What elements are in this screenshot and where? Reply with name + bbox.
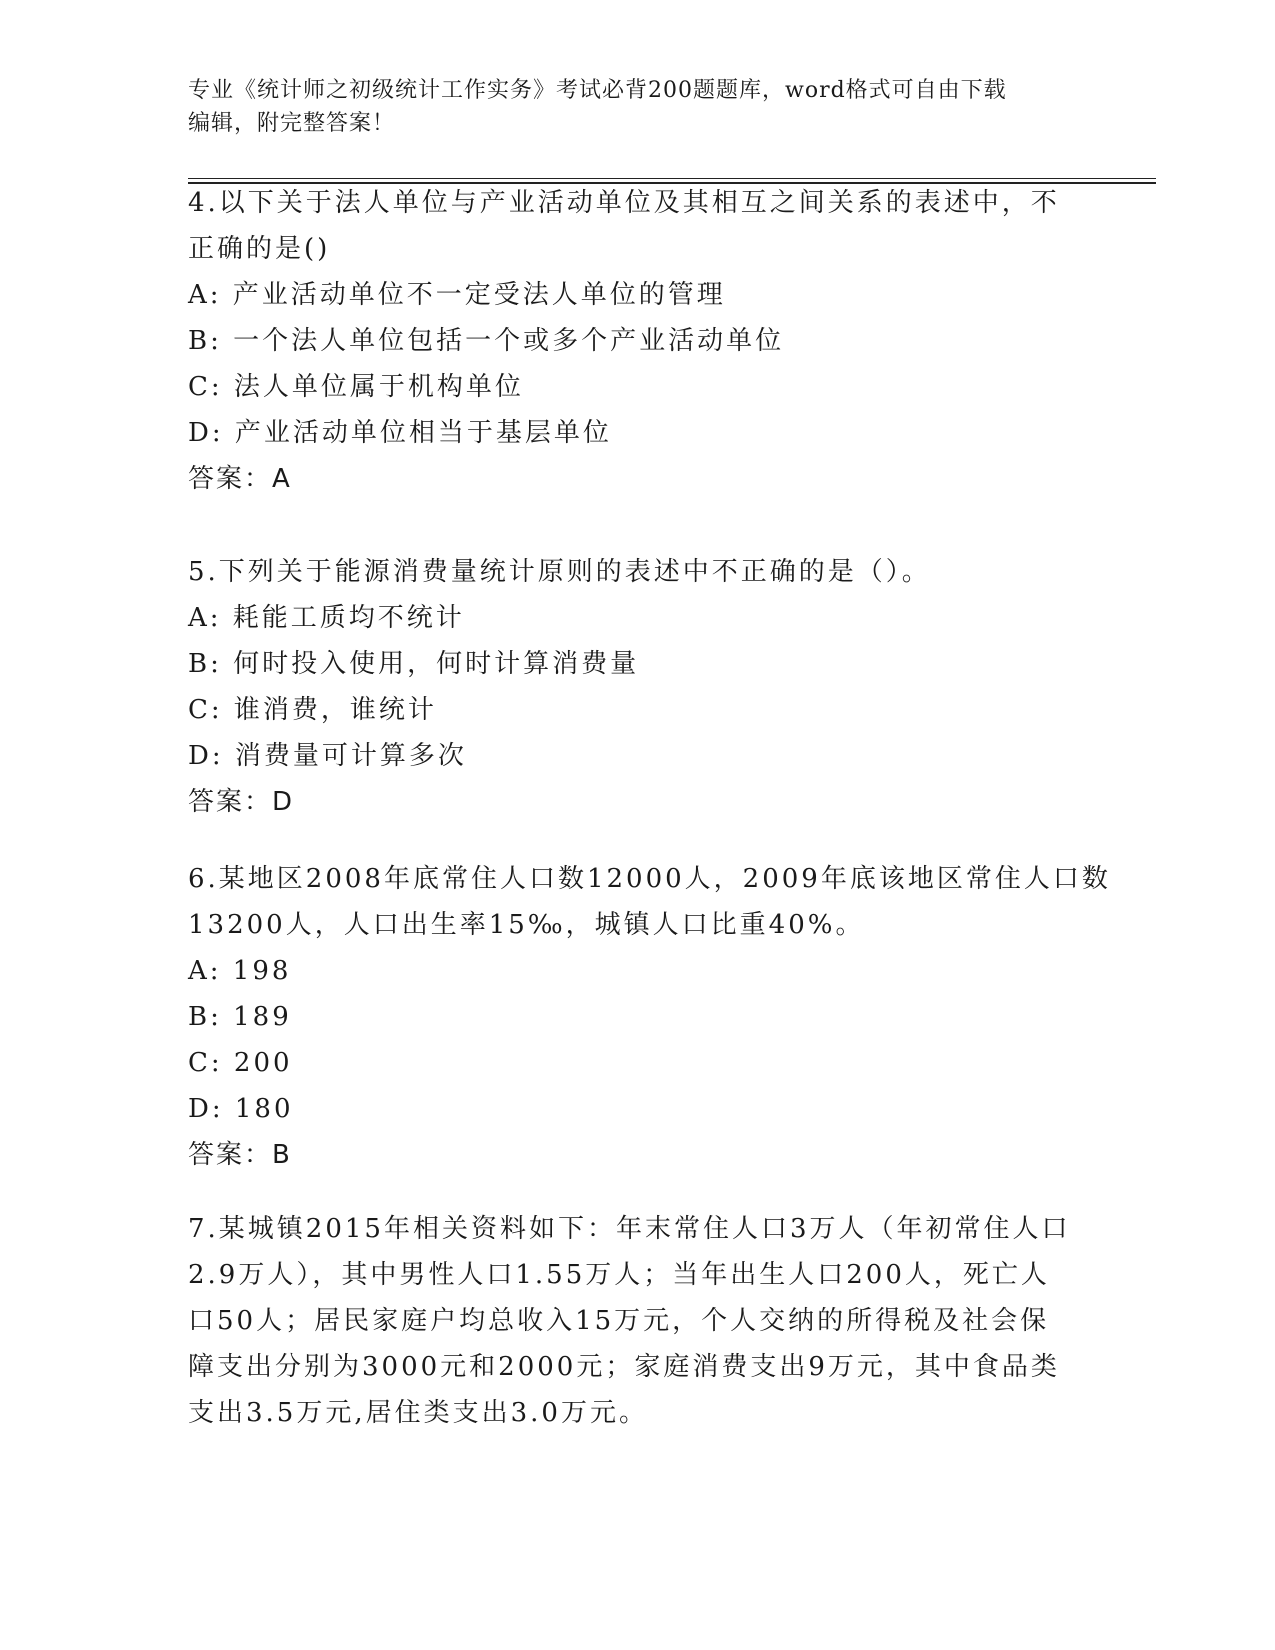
question-6 [188, 856, 1111, 1178]
stem-line: 7.某城镇2015年相关资料如下：年末常住人口3万人（年初常住人口 [188, 1214, 1071, 1244]
question-stem [188, 549, 1088, 595]
answer: 答案：A [188, 464, 292, 494]
stem-line: 6.某地区2008年底常住人口数12000人，2009年底该地区常住人口数 [188, 864, 1111, 894]
stem-line: 13200人，人口出生率15‰，城镇人口比重40%。 [188, 910, 865, 940]
option-a: A: 耗能工质均不统计 [188, 603, 465, 633]
answer: 答案：B [188, 1140, 292, 1170]
header-line-1: 专业《统计师之初级统计工作实务》考试必背200题题库，word格式可自由下载 [188, 78, 1007, 103]
answer: 答案：D [188, 787, 295, 817]
question-stem [188, 856, 1111, 948]
question-7 [188, 1206, 1088, 1436]
option-b: B: 一个法人单位包括一个或多个产业活动单位 [188, 326, 785, 356]
stem-line: 障支出分别为3000元和2000元；家庭消费支出9万元，其中食品类 [188, 1352, 1060, 1382]
stem-line: 正确的是() [188, 234, 331, 264]
option-d: D: 消费量可计算多次 [188, 741, 467, 771]
stem-line: 4.以下关于法人单位与产业活动单位及其相互之间关系的表述中，不 [188, 188, 1060, 218]
question-5 [188, 549, 1088, 825]
document-header [188, 74, 1068, 140]
stem-line: 支出3.5万元,居住类支出3.0万元。 [188, 1398, 648, 1428]
option-c: C: 200 [188, 1048, 293, 1078]
option-b: B: 何时投入使用，何时计算消费量 [188, 649, 640, 679]
option-c: C: 法人单位属于机构单位 [188, 372, 524, 402]
stem-line: 口50人；居民家庭户均总收入15万元，个人交纳的所得税及社会保 [188, 1306, 1050, 1336]
header-line-2: 编辑，附完整答案！ [188, 111, 396, 136]
question-stem [188, 180, 1088, 272]
option-b: B: 189 [188, 1002, 292, 1032]
question-4 [188, 180, 1088, 502]
stem-line: 2.9万人），其中男性人口1.55万人；当年出生人口200人，死亡人 [188, 1260, 1050, 1290]
question-stem [188, 1206, 1088, 1436]
option-a: A: 198 [188, 956, 292, 986]
option-d: D: 180 [188, 1094, 294, 1124]
option-c: C: 谁消费，谁统计 [188, 695, 437, 725]
stem-line: 5.下列关于能源消费量统计原则的表述中不正确的是（）。 [188, 557, 931, 587]
header-divider-thin [188, 178, 1156, 179]
option-d: D: 产业活动单位相当于基层单位 [188, 418, 612, 448]
option-a: A: 产业活动单位不一定受法人单位的管理 [188, 280, 726, 310]
